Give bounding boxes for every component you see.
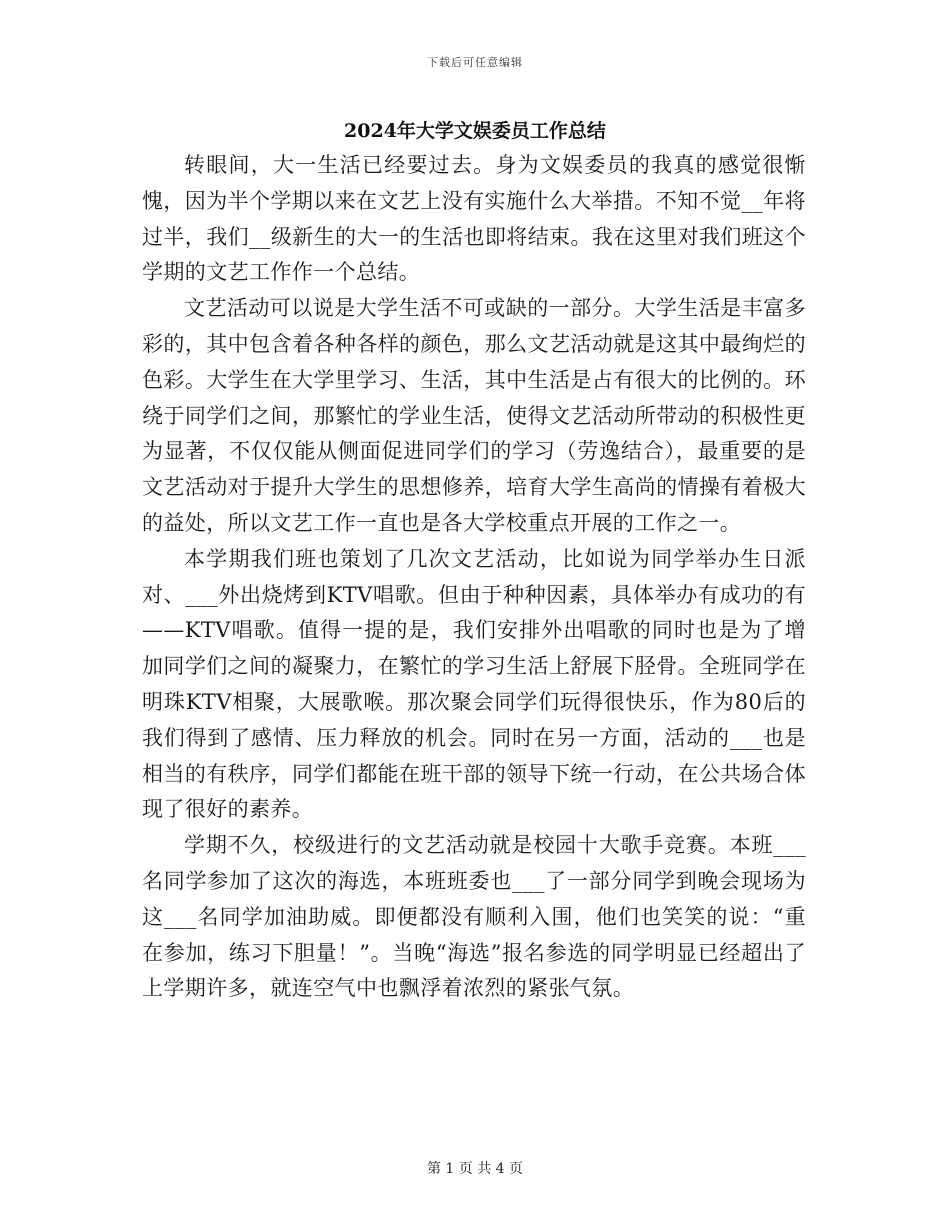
document-body <box>142 148 806 1007</box>
paragraph-4: 学期不久，校级进行的文艺活动就是校园十大歌手竞赛。本班___名同学参加了这次的海选，本班班委也___了一部分同学到晚会现场为这___名同学加油助威。即便都没有顺利入围，他们也笑笑的说：“重在参加，练习下胆量！”。当晚“海选”报名参选的同学明显已经超出了上学期许多，就连空气中也飘浮着浓烈的紧张气氛。 <box>142 833 806 1001</box>
paragraph-3: 本学期我们班也策划了几次文艺活动，比如说为同学举办生日派对、___外出烧烤到KTV唱歌。但由于种种因素，具体举办有成功的有——KTV唱歌。值得一提的是，我们安排外出唱歌的同时也是为了增加同学们之间的凝聚力，在繁忙的学习生活上舒展下胫骨。全班同学在明珠KTV相聚，大展歌喉。那次聚会同学们玩得很快乐，作为80后的我们得到了感情、压力释放的机会。同时在另一方面，活动的___也是相当的有秩序，同学们都能在班干部的领导下统一行动，在公共场合体现了很好的素养。 <box>142 546 806 822</box>
header-note: 下载后可任意编辑 <box>427 56 523 69</box>
document-title: 2024年大学文娱委员工作总结 <box>344 120 606 142</box>
paragraph-1: 转眼间，大一生活已经要过去。身为文娱委员的我真的感觉很惭愧，因为半个学期以来在文艺上没有实施什么大举措。不知不觉__年将过半，我们__级新生的大一的生活也即将结束。我在这里对我们班这个学期的文艺工作作一个总结。 <box>142 153 806 285</box>
paragraph-2: 文艺活动可以说是大学生活不可或缺的一部分。大学生活是丰富多彩的，其中包含着各种各样的颜色，那么文艺活动就是这其中最绚烂的色彩。大学生在大学里学习、生活，其中生活是占有很大的比例的。环绕于同学们之间，那繁忙的学业生活，使得文艺活动所带动的积极性更为显著，不仅仅能从侧面促进同学们的学习（劳逸结合），最重要的是文艺活动对于提升大学生的思想修养，培育大学生高尚的情操有着极大的益处，所以文艺工作一直也是各大学校重点开展的工作之一。 <box>142 296 806 535</box>
page-number: 第 1 页 共 4 页 <box>426 1161 524 1177</box>
